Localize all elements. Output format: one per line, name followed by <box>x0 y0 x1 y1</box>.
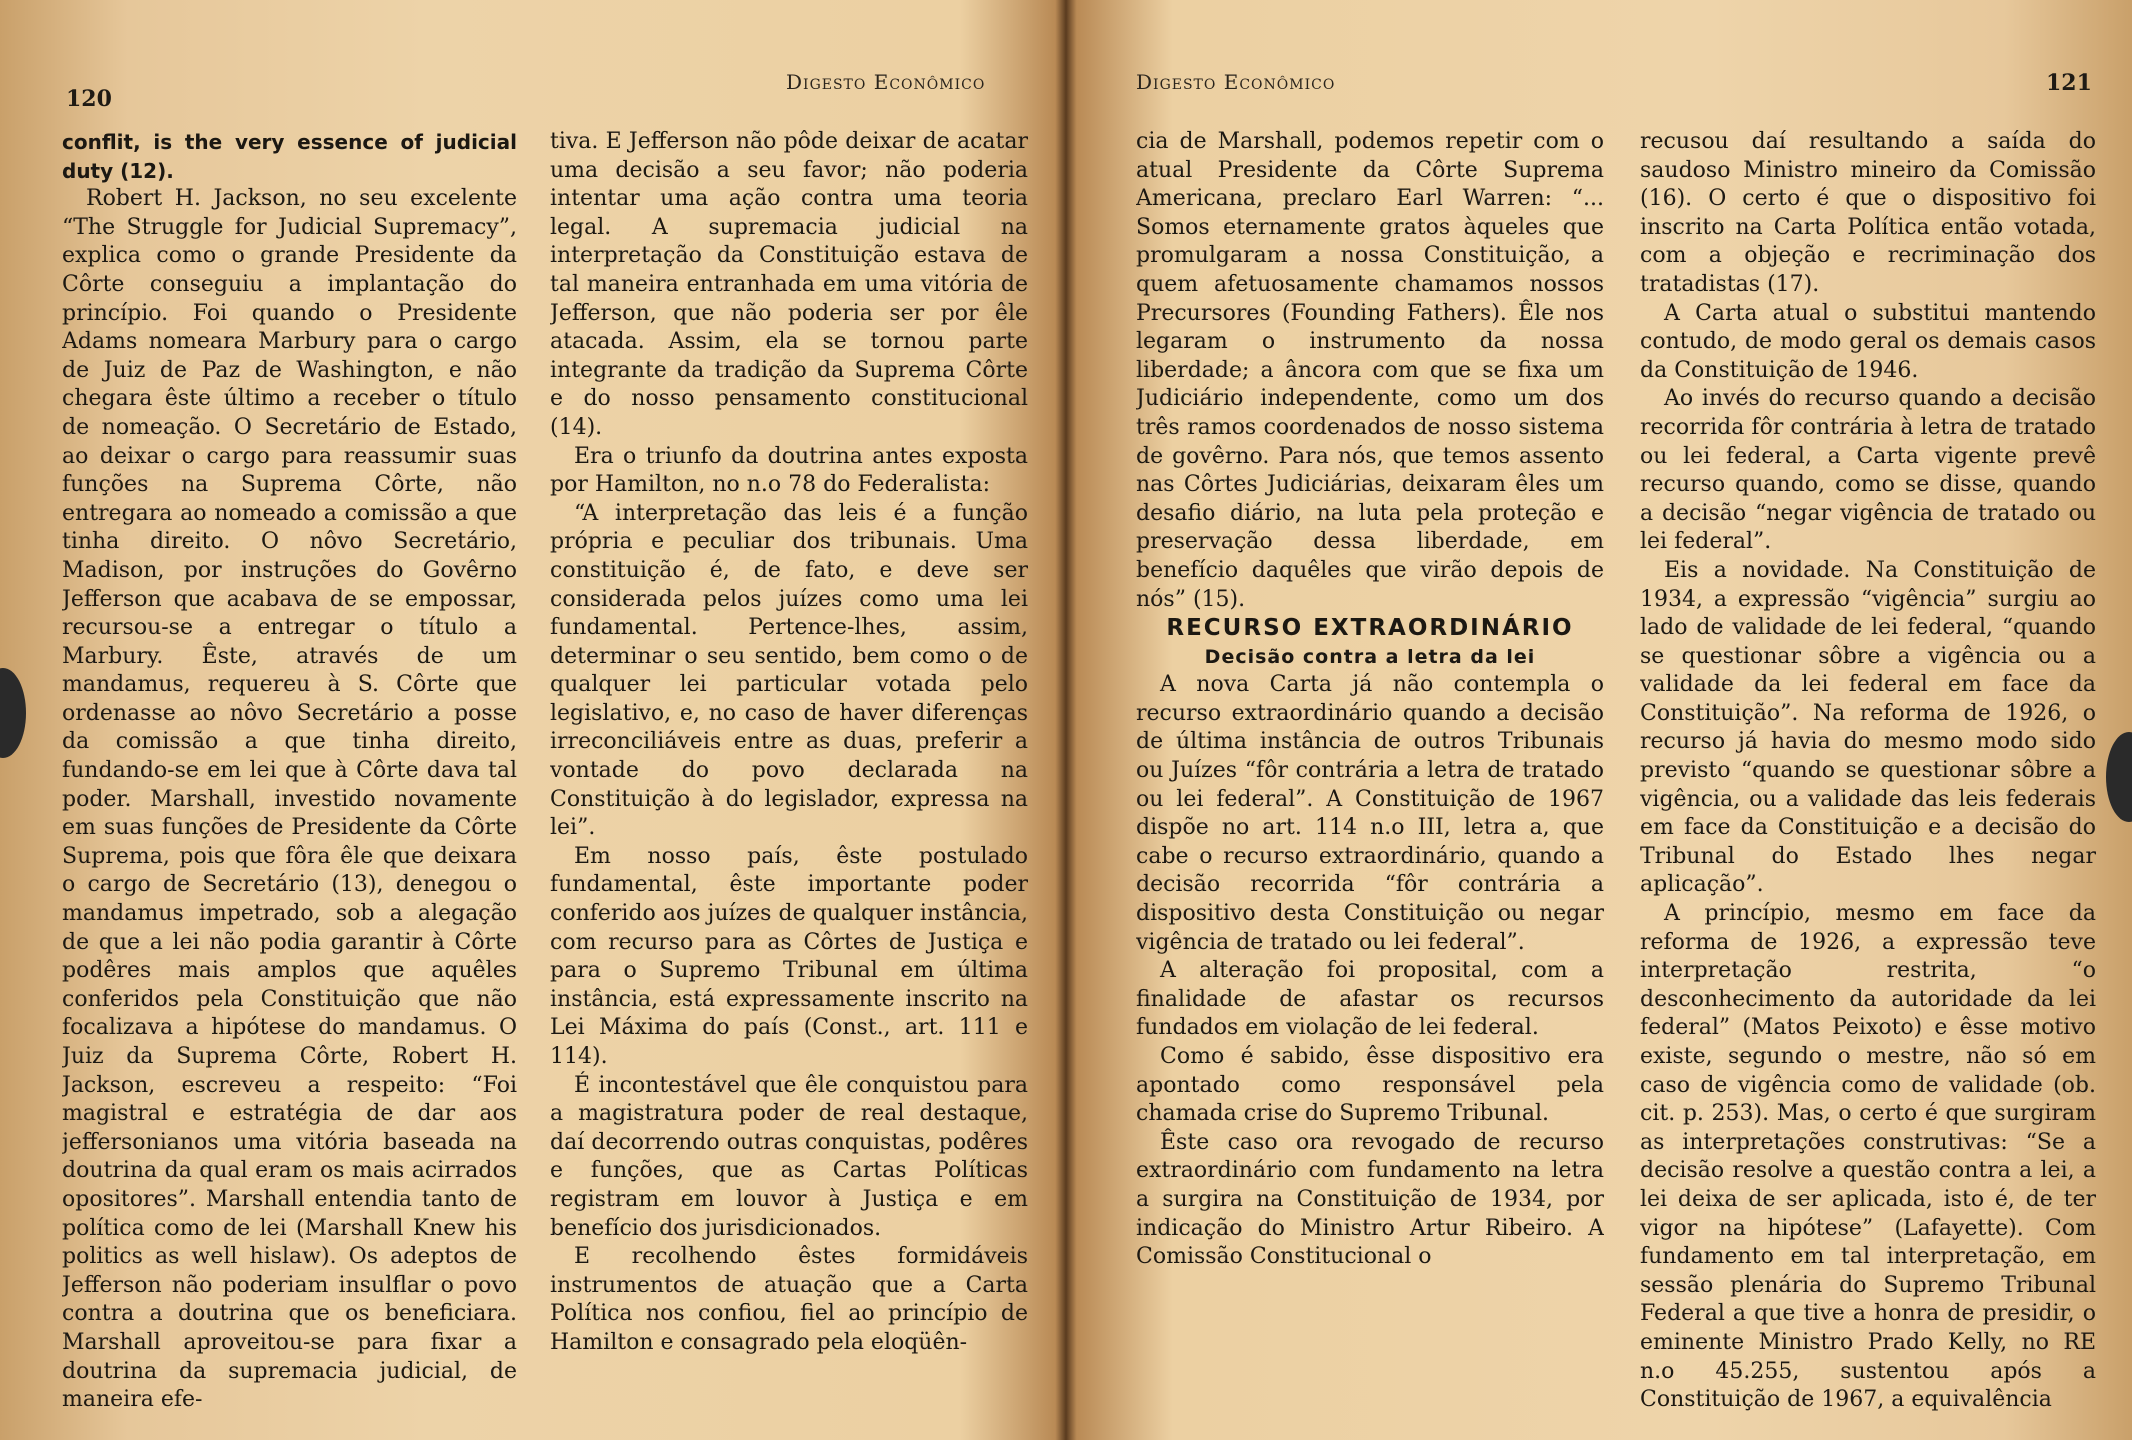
right-page <box>1066 0 2132 1440</box>
paragraph: tiva. E Jefferson não pôde deixar de acatar uma decisão a seu favor; não poderia intentar uma ação contra uma teoria legal. A supremacia judicial na interpretação da Constituição estava de tal maneira entranhada em uma vitória de Jefferson, que não poderia ser por êle atacada. Assim, ela se tornou parte integrante da tradição da Suprema Côrte e do nosso pensamento constitucional (14). <box>550 129 1028 440</box>
paragraph: É incontestável que êle conquistou para a magistratura poder de real destaque, daí decorrendo outras conquistas, podêres e funções, que as Cartas Políticas registram em louvor à Justiça e em benefício dos jurisdicionados. <box>550 1072 1028 1241</box>
paragraph: A Carta atual o substitui mantendo contudo, de modo geral os demais casos da Constituição de 1946. <box>1640 300 2096 383</box>
paragraph: Como é sabido, êsse dispositivo era apontado como responsável pela chamada crise do Supremo Tribunal. <box>1136 1044 1604 1127</box>
paragraph: recusou daí resultando a saída do saudoso Ministro mineiro da Comissão (16). O certo é que o dispositivo foi inscrito na Carta Política então votada, com a objeção e recriminação dos tratadistas (17). <box>1640 129 2096 297</box>
paragraph: E recolhendo êstes formidáveis instrumentos de atuação que a Carta Política nos confiou, fiel ao princípio de Hamilton e consagrado pela eloqüên- <box>550 1244 1028 1355</box>
left-column-1 <box>62 128 517 1418</box>
page-number: 121 <box>2046 70 2092 96</box>
right-column-1 <box>1136 128 1604 1418</box>
section-subheading: Decisão contra a letra da lei <box>1204 645 1536 668</box>
paragraph: Eis a novidade. Na Constituição de 1934, a expressão “vigência” surgiu ao lado de validade de lei federal, “quando se questionar sôbre a vigência ou a validade da lei federal em face da Constituição”. Na reforma de 1926, o recurso já havia do mesmo modo sido previsto “quando se questionar sôbre a vigência, ou a validade das leis federais em face da Constituição e a decisão do Tribunal do Estado lhes negar aplicação”. <box>1640 557 2096 898</box>
section-heading: RECURSO EXTRAORDINÁRIO <box>1166 615 1574 642</box>
paragraph: Em nosso país, êste postulado fundamental, êste importante poder conferido aos juízes de qualquer instância, com recurso para as Côrtes de Justiça e para o Supremo Tribunal em última instância, está expressamente inscrito na Lei Máxima do país (Const., art. 111 e 114). <box>550 843 1028 1069</box>
page-number: 120 <box>66 86 112 112</box>
left-column-2 <box>550 128 1028 1418</box>
paragraph: Êste caso ora revogado de recurso extraordinário com fundamento na letra a surgira na Constituição de 1934, por indicação do Ministro Artur Ribeiro. A Comissão Constitucional o <box>1136 1129 1604 1270</box>
running-head: Digesto Econômico <box>1136 70 1336 94</box>
paragraph: Era o triunfo da doutrina antes exposta por Hamilton, no n.o 78 do Federalista: <box>550 443 1028 498</box>
paragraph: A nova Carta já não contempla o recurso extraordinário quando a decisão de última instância de outros Tribunais ou Juízes “fôr contrária a letra de tratado ou lei federal”. A Constituição de 1967 dispõe no art. 114 n.o III, letra a, que cabe o recurso extraordinário, quando a decisão recorrida “fôr contrária a dispositivo desta Constituição ou negar vigência de tratado ou lei federal”. <box>1136 672 1604 955</box>
running-head: Digesto Econômico <box>786 70 986 94</box>
paragraph: cia de Marshall, podemos repetir com o atual Presidente da Côrte Suprema Americana, preclaro Earl Warren: “... Somos eternamente gratos àqueles que promulgaram a nossa Constituição, a quem afetuosamente chamamos nossos Precursores (Founding Fathers). Êle nos legaram o instrumento da nossa liberdade; a âncora com que se fixa um Judiciário independente, como um dos três ramos coordenados de nosso sistema de govêrno. Para nós, que temos assento nas Côrtes Judiciárias, deixaram êles um desafio diário, na luta pela proteção e preservação dessa liberdade, em benefício daquêles que virão depois de nós” (15). <box>1136 129 1604 612</box>
paragraph: Robert H. Jackson, no seu excelente “The Struggle for Judicial Supremacy”, explica como o grande Presidente da Côrte conseguiu a implantação do princípio. Foi quando o Presidente Adams nomeara Marbury para o cargo de Juiz de Paz de Washington, e não chegara êste último a receber o título de nomeação. O Secretário de Estado, ao deixar o cargo para reassumir suas funções na Suprema Côrte, não entregara ao nomeado a comissão a que tinha direito. O nôvo Secretário, Madison, por instruções do Govêrno Jefferson que acabava de se empossar, recursou-se a entregar o título a Marbury. Êste, através de um mandamus, requereu à S. Côrte que ordenasse ao nôvo Secretário a posse da comissão a que tinha direito, fundando-se em lei que à Côrte dava tal poder. Marshall, investido novamente em suas funções de Presidente da Côrte Suprema, pois que fôra êle que deixara o cargo de Secretário (13), denegou o mandamus impetrado, sob a alegação de que a lei não podia garantir à Côrte podêres mais amplos que aquêles conferidos pela Constituição que não focalizava a hipótese do mandamus. O Juiz da Suprema Côrte, Robert H. Jackson, escreveu a respeito: “Foi magistral e estratégia de dar aos jeffersonianos uma vitória baseada na doutrina da qual eram os mais acirrados opositores”. Marshall entendia tanto de política como de lei (Marshall Knew his politics as well hislaw). Os adeptos de Jefferson não poderiam insulflar o povo contra a doutrina que os beneficiara. Marshall aproveitou-se para fixar a doutrina da supremacia judicial, de maneira efe- <box>62 186 517 1413</box>
right-column-2 <box>1640 128 2096 1418</box>
paragraph: “A interpretação das leis é a função própria e peculiar dos tribunais. Uma constituição é, de fato, e deve ser considerada pelos juízes como uma lei fundamental. Pertence-lhes, assim, determinar o seu sentido, bem como o de qualquer lei particular votada pelo legislativo, e, no caso de haver diferenças irreconciliáveis entre as duas, preferir a vontade do povo declarada na Constituição à do legislador, expressa na lei”. <box>550 500 1028 841</box>
paragraph: conflit, is the very essence of judicial duty (12). <box>62 130 517 183</box>
paragraph: A alteração foi proposital, com a finalidade de afastar os recursos fundados em violação de lei federal. <box>1136 958 1604 1041</box>
paragraph: Ao invés do recurso quando a decisão recorrida fôr contrária à letra de tratado ou lei federal, a Carta vigente prevê recurso quando, como se disse, quando a decisão “negar vigência de tratado ou lei federal”. <box>1640 386 2096 555</box>
paragraph: A princípio, mesmo em face da reforma de 1926, a expressão teve interpretação restrita, “o desconhecimento da autoridade da lei federal” (Matos Peixoto) e êsse motivo existe, segundo o mestre, não só em caso de vigência como de validade (ob. cit. p. 253). Mas, o certo é que surgiram as interpretações construtivas: “Se a decisão resolve a questão contra a lei, a lei deixa de ser aplicada, isto é, de ter vigor na hipótese” (Lafayette). Com fundamento em tal interpretação, em sessão plenária do Supremo Tribunal Federal a que tive a honra de presidir, o eminente Ministro Prado Kelly, no RE n.o 45.255, sustentou após a Constituição de 1967, a equivalência <box>1640 901 2096 1413</box>
